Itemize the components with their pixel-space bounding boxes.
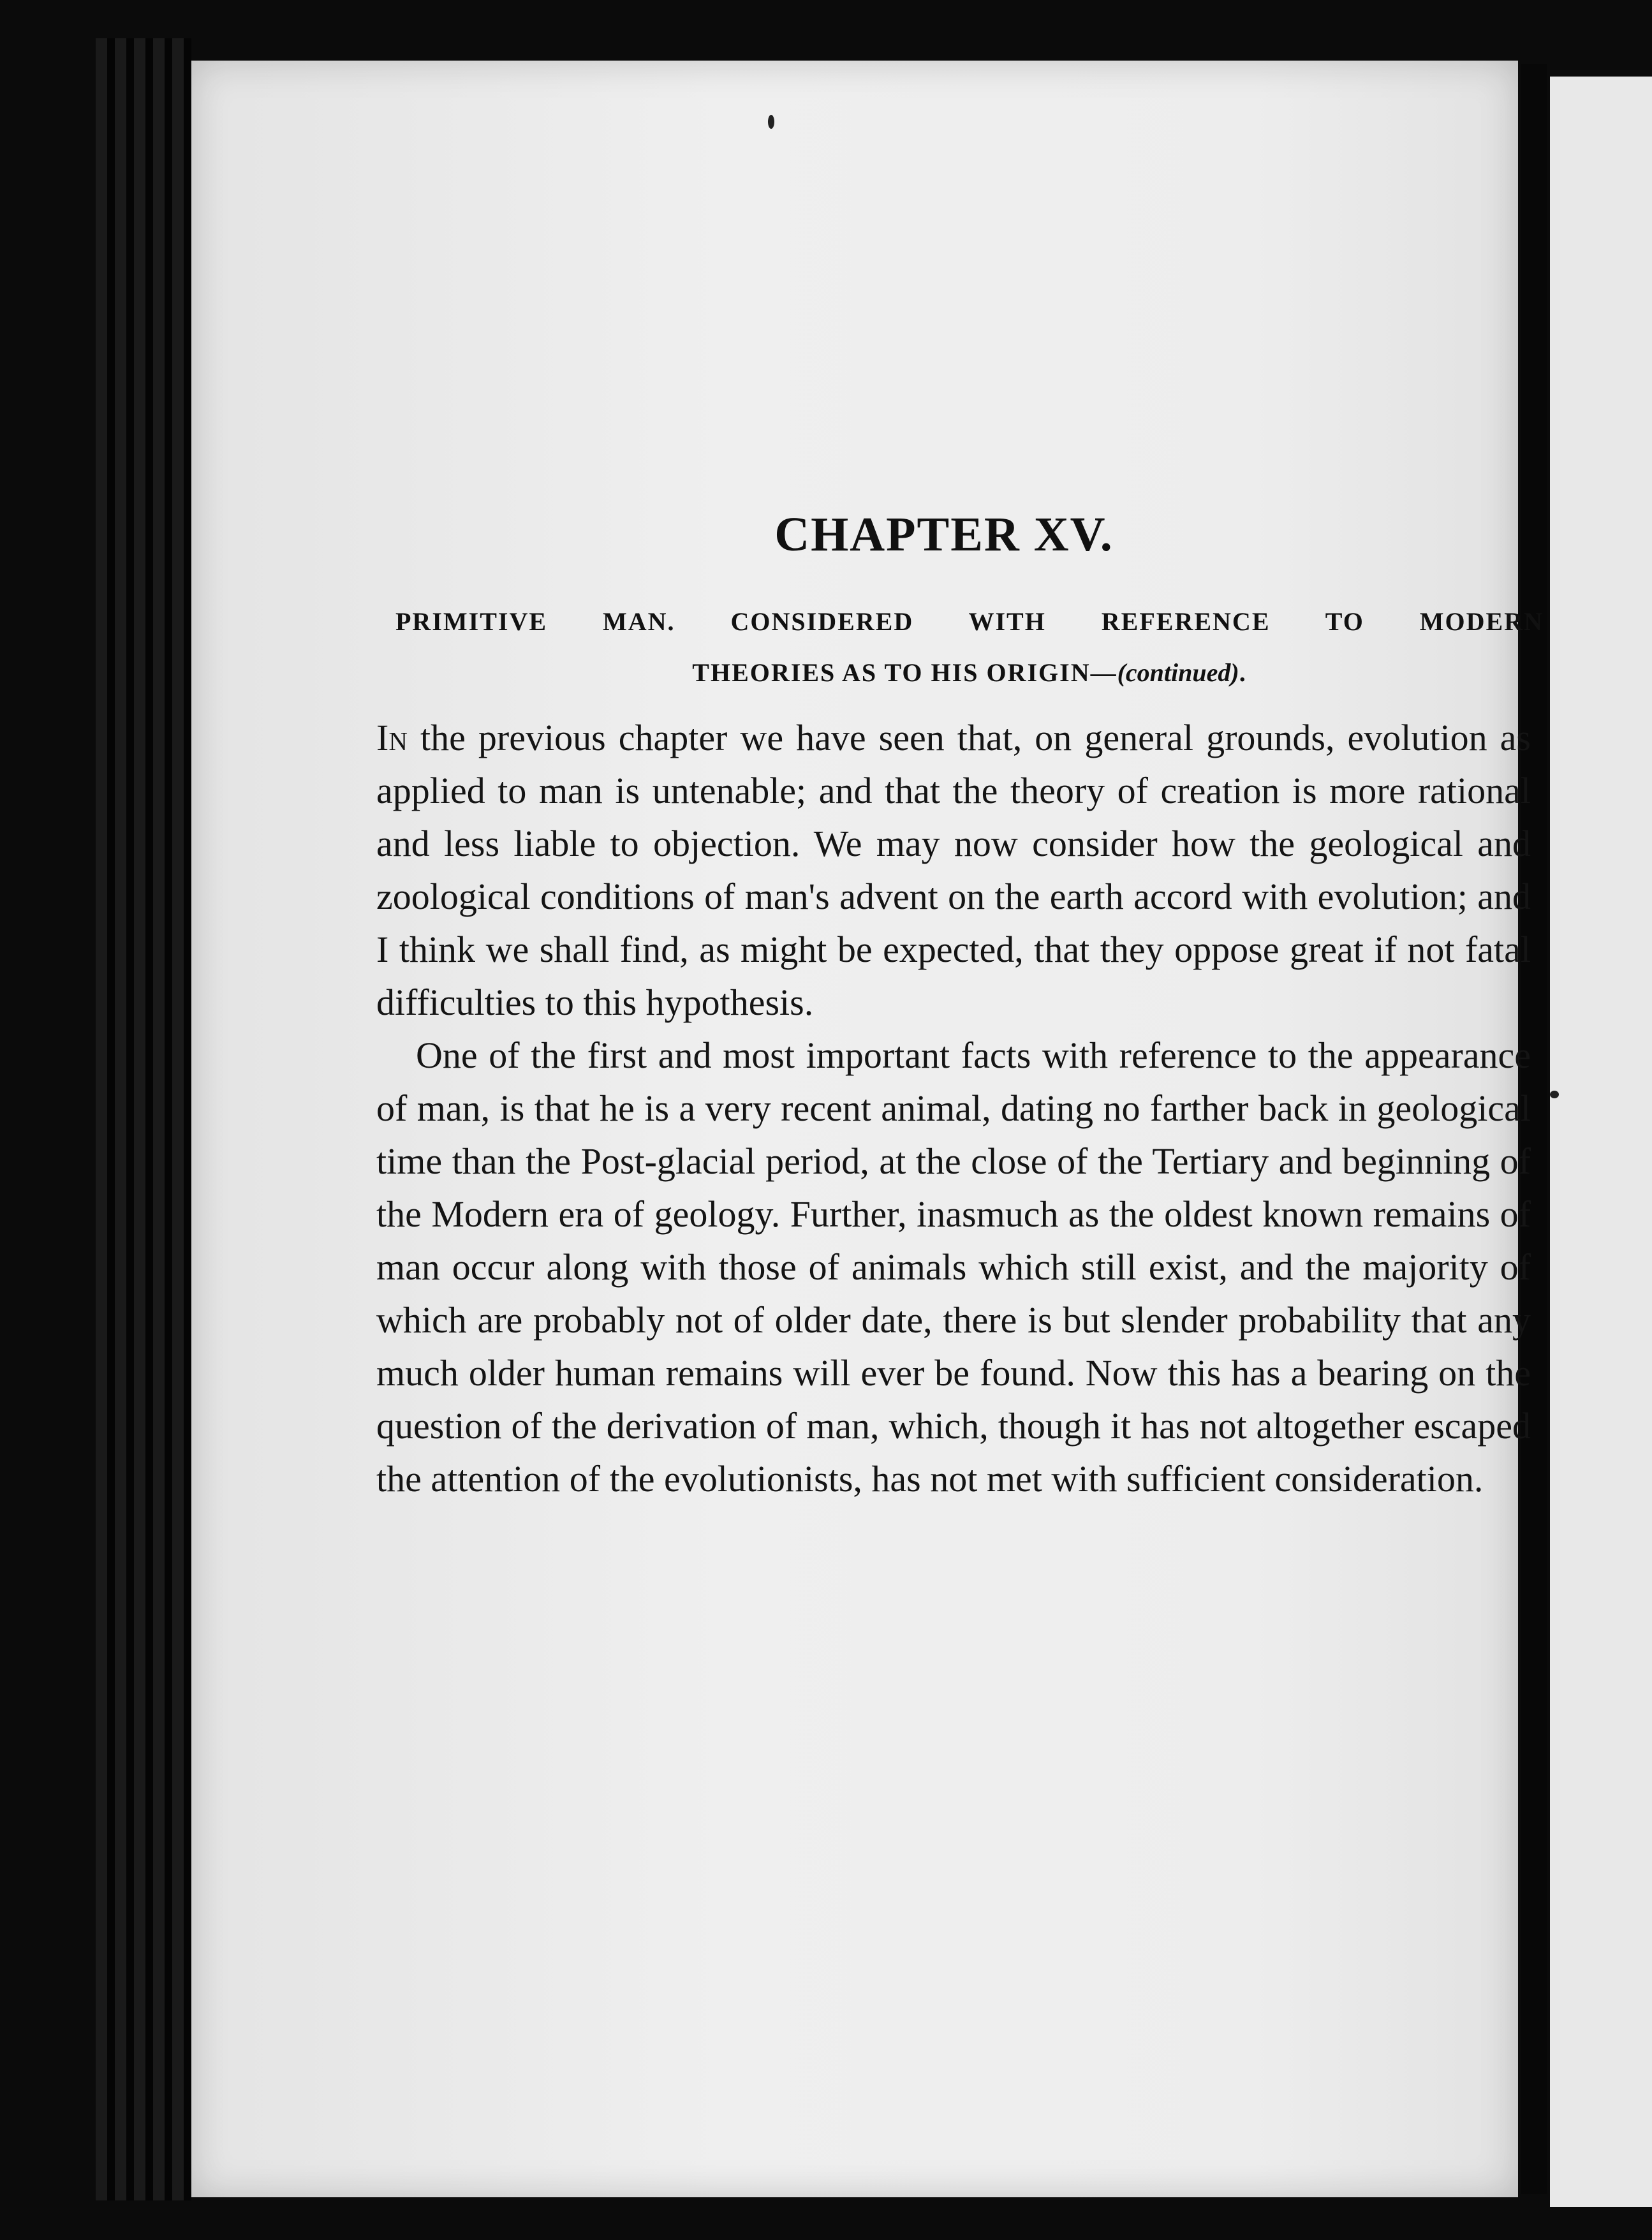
- book-binding: [96, 38, 191, 2200]
- paragraph-1-text: the previous chapter we have seen that, on general grounds, evolution as applied to man is untenable; and that the theory of creation is more rational and less liable to objection. We may now consider how the geological and zoological conditions of man's advent on the earth accord with evolution; and I think we shall find, as might be expected, that they oppose great if not fatal difficulties to this hypothesis.: [376, 717, 1531, 1023]
- scan-speck: [1550, 1091, 1559, 1098]
- scan-speck: [768, 115, 774, 129]
- facing-page-edge: [1550, 77, 1652, 2207]
- page-content: [191, 61, 1544, 2197]
- subtitle-period: .: [1239, 658, 1247, 687]
- paragraph-1-lead-word: In: [376, 717, 408, 758]
- subtitle-line-2-text: THEORIES AS TO HIS ORIGIN—: [692, 658, 1117, 687]
- subtitle-continued: (continued): [1117, 658, 1239, 687]
- chapter-body: [376, 711, 1531, 1505]
- subtitle-line-2: [395, 647, 1544, 698]
- subtitle-line-1: PRIMITIVE MAN. CONSIDERED WITH REFERENCE TO MODERN: [395, 607, 1544, 636]
- paragraph-1: [376, 711, 1531, 1029]
- paragraph-2: One of the first and most important facts with reference to the appearance of man, is that he is a very recent animal, dating no farther back in geological time than the Post-glacial period, at the close of the Tertiary and beginning of the Modern era of geology. Further, inasmuch as the oldest known remains of man occur along with those of animals which still exist, and the majority of which are probably not of older date, there is but slender probability that any much older human remains will ever be found. Now this has a bearing on the question of the derivation of man, which, though it has not altogether escaped the attention of the evolutionists, has not met with sufficient consideration.: [376, 1035, 1531, 1499]
- chapter-subtitle: [395, 596, 1544, 698]
- chapter-title: CHAPTER XV.: [774, 508, 1114, 561]
